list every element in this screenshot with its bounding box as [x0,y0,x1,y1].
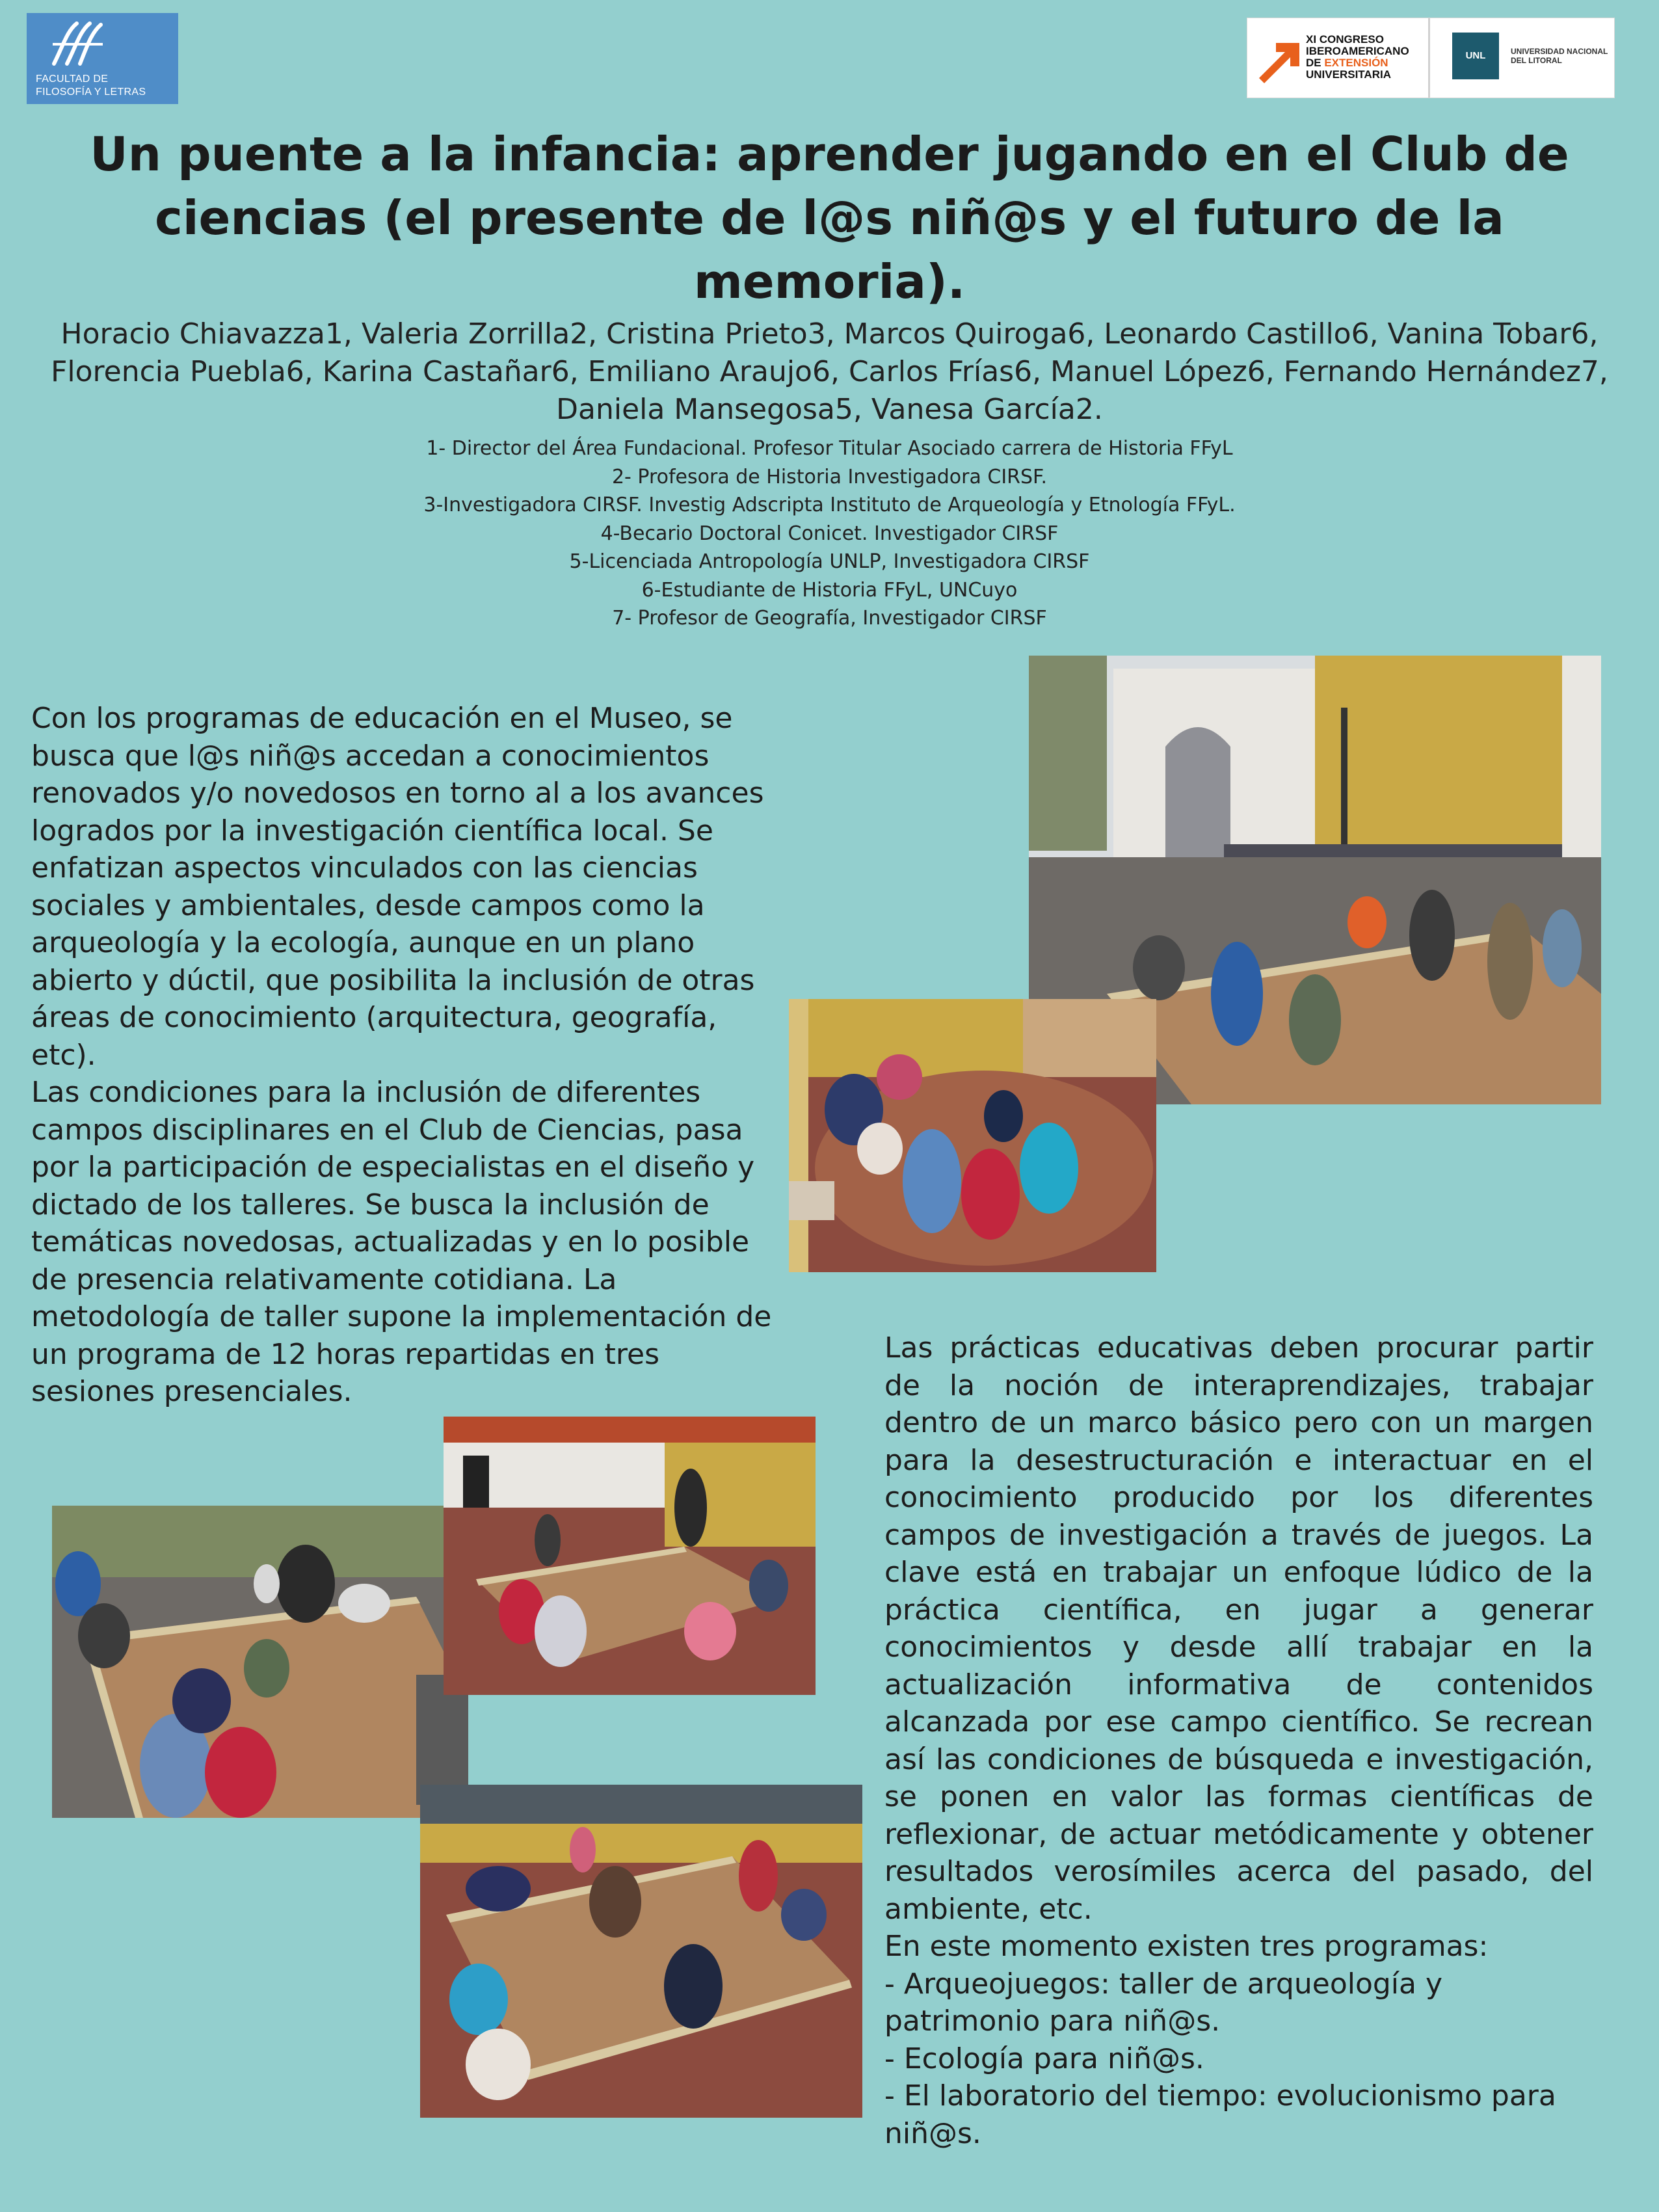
unl-badge: UNL [1452,33,1499,79]
photo-covered-sandbox [420,1785,862,2118]
congress-line3-prefix: DE [1306,57,1325,69]
right-text-block [884,1329,1593,2152]
program-item-2: - Ecología para niñ@s. [884,2042,1204,2075]
photo-outdoor-sandbox [52,1506,468,1818]
right-paragraph-1: Las prácticas educativas deben procurar partir de la noción de interaprendizajes, trabajar dentro de un marco básico pero con un margen para la desestructuración e interactuar en el conocimiento producido por los diferentes campos de investigación a través de juegos. La clave está en trabajar un enfoque lúdico de la práctica científica, en jugar a generar conocimientos y desde allí trabajar en la actualización informativa de contenidos alcanzada por ese campo científico. Se recrean así las condiciones de búsqueda e investigación, se ponen en valor las formas científicas de reflexionar, de actuar metódicamente y obtener resultados verosímiles acerca del pasado, del ambiente, etc. [884,1331,1593,1926]
orange-arrow-icon [1253,30,1307,85]
program-item-3: - El laboratorio del tiempo: evolucionismo para niñ@s. [884,2079,1556,2150]
affiliation-6: 6-Estudiante de Historia FFyL, UNCuyo [641,578,1018,602]
left-text-block [31,700,779,1411]
faculty-logo-line1: FACULTAD DE [36,73,109,85]
ffyl-monogram-icon [41,18,113,70]
affiliation-7: 7- Profesor de Geografía, Investigador CIRSF [612,607,1047,630]
affiliation-3: 3-Investigadora CIRSF. Investig Adscripta Instituto de Arqueología y Etnología FFyL. [423,494,1236,516]
congress-line2: IBEROAMERICANO [1306,45,1409,57]
photo-children-circle [789,999,1156,1272]
university-line1: UNIVERSIDAD NACIONAL [1511,47,1608,56]
title-line2: ciencias (el presente de l@s niñ@s y el futuro de la memoria). [155,191,1504,309]
congress-line3 [1306,57,1409,69]
poster-title [39,122,1620,313]
congress-logo [1247,18,1615,98]
title-line1: Un puente a la infancia: aprender jugando en el Club de [90,127,1569,181]
authors-line1: Horacio Chiavazza1, Valeria Zorrilla2, Cristina Prieto3, Marcos Quiroga6, Leonardo Castillo6, Vanina Tobar6, [60,317,1599,351]
affiliation-5: 5-Licenciada Antropología UNLP, Investigadora CIRSF [569,550,1090,573]
right-paragraph-2: En este momento existen tres programas: [884,1930,1489,1963]
left-paragraph-2: Las condiciones para la inclusión de diferentes campos disciplinares en el Club de Ciencias, pasa por la participación de especialistas en el diseño y dictado de los talleres. Se busca la inclusión de temáticas novedosas, actualizadas y en lo posible de presencia relativamente cotidiana. La metodología de taller supone la implementación de un programa de 12 horas repartidas en tres sesiones presenciales. [31,1076,772,1408]
authors-line2: Florencia Puebla6, Karina Castañar6, Emiliano Araujo6, Carlos Frías6, Manuel López6, Fernando Hernández7, [51,355,1608,388]
left-paragraph-1: Con los programas de educación en el Museo, se busca que l@s niñ@s accedan a conocimientos renovados y/o novedosos en torno al a los avances logrados por la investigación científica local. Se enfatizan aspectos vinculados con las ciencias sociales y ambientales, desde campos como la arqueología y la ecología, aunque en un plano abierto y dúctil, que posibilita la inclusión de otras áreas de conocimiento (arquitectura, geografía, etc). [31,702,764,1072]
affiliations [65,434,1594,633]
authors [13,315,1646,429]
authors-line3: Daniela Mansegosa5, Vanesa García2. [556,393,1103,426]
faculty-logo [27,13,178,104]
affiliation-4: 4-Becario Doctoral Conicet. Investigador CIRSF [600,522,1059,545]
faculty-logo-line2: FILOSOFÍA Y LETRAS [36,87,146,98]
affiliation-1: 1- Director del Área Fundacional. Profesor Titular Asociado carrera de Historia FFyL [426,437,1233,460]
congress-line3-highlight: EXTENSIÓN [1324,57,1388,69]
photo-patio-sandbox [444,1417,816,1695]
congress-line4: UNIVERSITARIA [1306,68,1391,81]
university-line2: DEL LITORAL [1511,56,1562,65]
logo-divider [1428,18,1430,98]
affiliation-2: 2- Profesora de Historia Investigadora CIRSF. [611,465,1048,488]
congress-line1: XI CONGRESO [1306,33,1384,46]
program-item-1: - Arqueojuegos: taller de arqueología y patrimonio para niñ@s. [884,1967,1443,2038]
